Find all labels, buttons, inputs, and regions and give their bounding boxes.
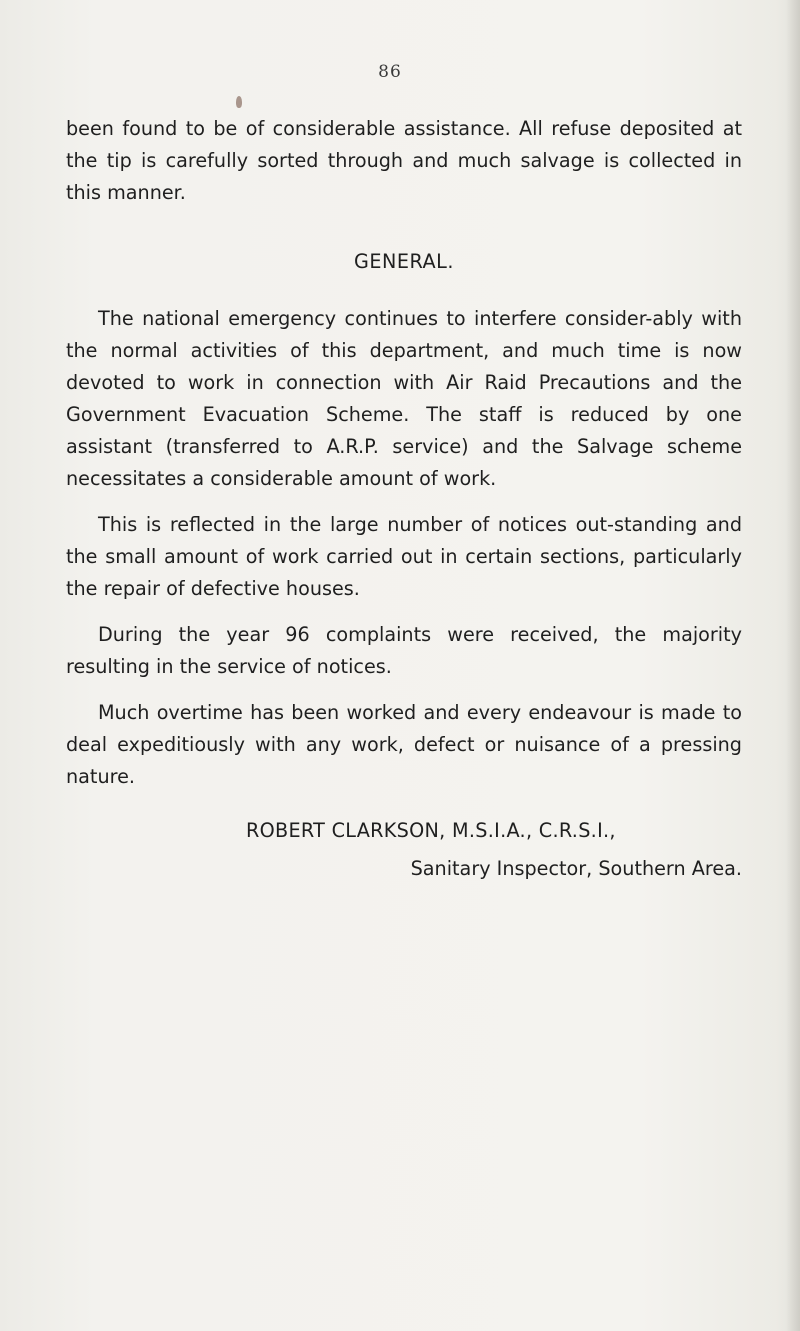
paragraph-national-emergency: The national emergency continues to interfere consider-ably with the normal activities of this department, and much time is now devoted to work in connection with Air Raid Precautions and the Government Evacuation Scheme. The staff is reduced by one assistant (transferred to A.R.P. service) and the Salvage scheme necessitates a considerable amount of work.: [66, 307, 742, 490]
paragraph-notices-outstanding: This is reflected in the large number of notices out-standing and the small amount of work carried out in certain sections, particularly the repair of defective houses.: [66, 513, 742, 600]
ink-blot-mark: [236, 96, 242, 108]
page-number: 86: [378, 62, 402, 82]
page-edge-shadow: [786, 0, 800, 1331]
signature-name: ROBERT CLARKSON, M.S.I.A., C.R.S.I.,: [246, 819, 616, 842]
signature-title: Sanitary Inspector, Southern Area.: [410, 857, 742, 880]
paragraph-complaints: During the year 96 complaints were received, the majority resulting in the service of notices.: [66, 623, 742, 678]
intro-paragraph: been found to be of considerable assistance. All refuse deposited at the tip is carefully sorted through and much salvage is collected in this manner.: [66, 117, 742, 204]
paragraph-overtime: Much overtime has been worked and every endeavour is made to deal expeditiously with any work, defect or nuisance of a pressing nature.: [66, 701, 742, 788]
section-heading: GENERAL.: [354, 250, 454, 273]
document-body: [66, 113, 742, 885]
